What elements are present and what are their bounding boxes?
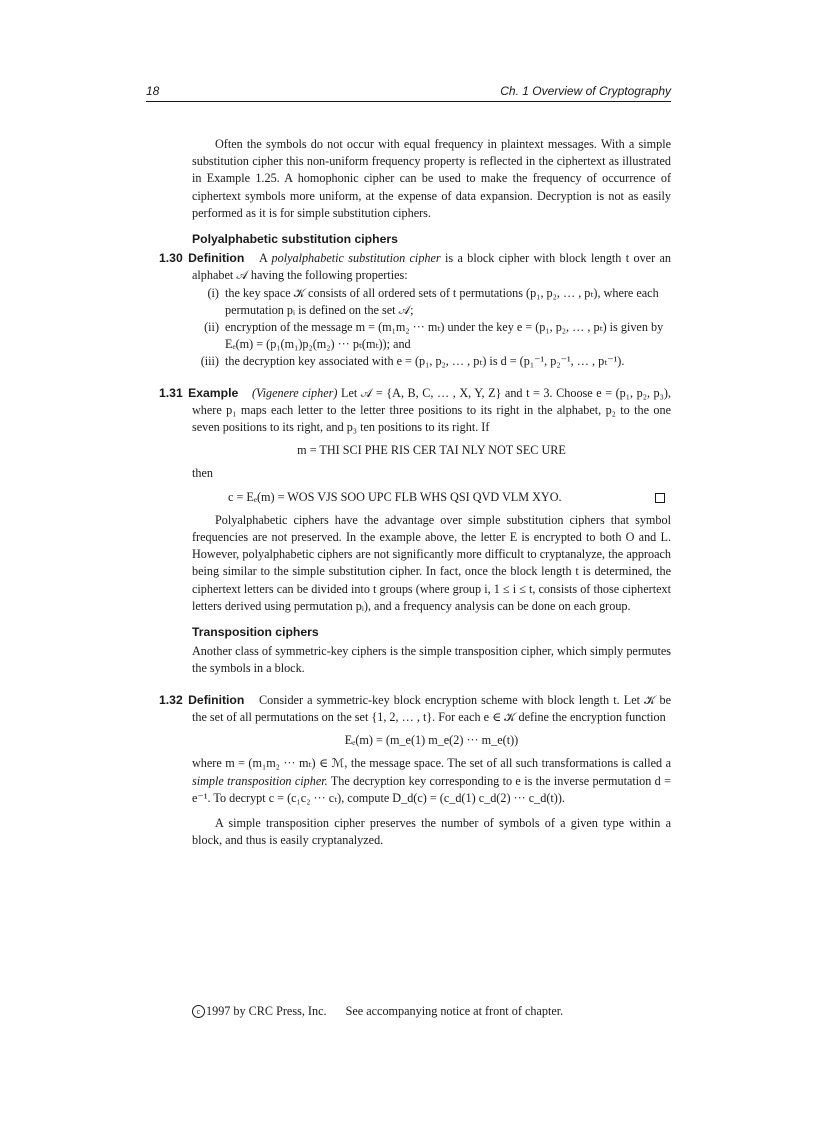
property-numeral: (iii) (200, 354, 219, 369)
polyalphabetic-paragraph: Polyalphabetic ciphers have the advantage over simple substitution ciphers that symbol frequencies are not preserved. In the example above, the letter E is encrypted to both O and L. However, polyalphabetic ciphers are not significantly more difficult to cryptanalyze, the approach being similar to the simple substitution cipher. In fact, once the block length t is determined, the ciphertext letters can be divided into t groups (where group i, 1 ≤ i ≤ t, consists of those ciphertext letters derived using permutation pᵢ), and a frequency analysis can be done on each group. (192, 512, 671, 613)
definition-continuation (192, 755, 671, 807)
definition-number: 1.32 (159, 692, 183, 707)
property-numeral: (i) (207, 285, 219, 300)
running-header (146, 84, 671, 100)
example-number: 1.31 (159, 385, 183, 400)
property-text: encryption of the message m = (m₁m₂ ··· mₜ) under the key e = (p₁, p₂, … , pₜ) is given by Eₑ(m) = (p₁(m₁)p₂(m₂) ··· pₜ(mₜ)); and (225, 320, 664, 352)
definition-term: polyalphabetic substitution cipher (271, 251, 441, 266)
definition-text: Consider a symmetric-key block encryption scheme with block length t. Let 𝒦 be the set of all permutations on the set {1, 2, … , t}. For each e ∈ 𝒦 define the encryption function (192, 692, 671, 724)
section-heading-transposition: Transposition ciphers (192, 625, 319, 640)
definition-label (159, 250, 244, 267)
example-then: then (192, 466, 213, 481)
chapter-title: Ch. 1 Overview of Cryptography (500, 84, 671, 98)
example-label (159, 385, 238, 402)
property-text: the decryption key associated with e = (p₁, p₂, … , pₜ) is d = (p₁⁻¹, p₂⁻¹, … , pₜ⁻¹). (225, 354, 625, 369)
copyright-text: 1997 by CRC Press, Inc. (206, 1004, 327, 1018)
property-item (192, 319, 671, 353)
definition-label (159, 692, 244, 709)
encryption-function-display: Eₑ(m) = (m_e(1) m_e(2) ··· m_e(t)) (344, 733, 519, 748)
definition-continuation-rest: The decryption key corresponding to e is the inverse permutation d = e⁻¹. To decrypt c = (c₁c₂ ··· cₜ), compute D_d(c) = (c_d(1) c_d(2) ··· c_d(t)). (192, 773, 672, 805)
definition-text-lead: A (259, 251, 268, 266)
definition-term: simple transposition cipher. (192, 773, 328, 788)
property-text: the key space 𝒦 consists of all ordered sets of t permutations (p₁, p₂, … , pₜ), where each permutation pᵢ is defined on the set 𝒜; (225, 285, 659, 317)
page-footer (192, 1004, 563, 1019)
header-rule (146, 101, 671, 102)
definition-1-32 (159, 692, 672, 807)
property-item (192, 353, 671, 370)
page-number: 18 (146, 84, 160, 98)
property-list (192, 285, 671, 371)
example-kind: Example (188, 385, 239, 400)
definition-kind: Definition (188, 251, 245, 266)
definition-1-30 (159, 250, 672, 370)
transposition-intro: Another class of symmetric-key ciphers is the simple transposition cipher, which simply permutes the symbols in a block. (192, 644, 671, 676)
example-text (192, 385, 671, 437)
page-body (159, 136, 672, 849)
example-subtitle: (Vigenere cipher) (252, 385, 338, 400)
definition-text (192, 250, 671, 284)
end-of-example-box-icon (655, 493, 665, 503)
property-item (192, 285, 671, 319)
intro-paragraph: Often the symbols do not occur with equal frequency in plaintext messages. With a simple substitution cipher this non-uniform frequency property is reflected in the ciphertext as illustrated in Example 1.25. A homophonic cipher can be used to make the frequency of occurrence of ciphertext symbols more uniform, at the expense of data expansion. Decryption is not as easily performed as it is for simple substitution ciphers. (192, 137, 671, 220)
definition-kind: Definition (188, 692, 245, 707)
ciphertext-display (192, 489, 671, 506)
section-heading-polyalphabetic: Polyalphabetic substitution ciphers (192, 232, 398, 247)
copyright-icon: c (192, 1005, 205, 1018)
definition-text-rest: is a block cipher with block length t over an alphabet 𝒜 having the following properties: (192, 251, 672, 283)
example-body: Let 𝒜 = {A, B, C, … , X, Y, Z} and t = 3. Choose e = (p₁, p₂, p₃), where p₁ maps each letter to the letter three positions to its right in the alphabet, p₂ to the one seven positions to its right, and p₃ ten positions to its right. If (192, 385, 672, 435)
example-1-31 (159, 385, 672, 506)
property-numeral: (ii) (204, 320, 219, 335)
footer-notice: See accompanying notice at front of chapter. (345, 1004, 564, 1018)
plaintext-display: m = THI SCI PHE RIS CER TAI NLY NOT SEC URE (297, 443, 566, 458)
definition-continuation-lead: where m = (m₁m₂ ··· mₜ) ∈ ℳ, the message space. The set of all such transformations is called a (192, 756, 671, 771)
transposition-paragraph: A simple transposition cipher preserves the number of symbols of a given type within a block, and thus is easily cryptanalyzed. (192, 815, 671, 848)
ciphertext-equation: c = Eₑ(m) = WOS VJS SOO UPC FLB WHS QSI QVD VLM XYO. (228, 489, 562, 504)
definition-number: 1.30 (159, 251, 183, 266)
